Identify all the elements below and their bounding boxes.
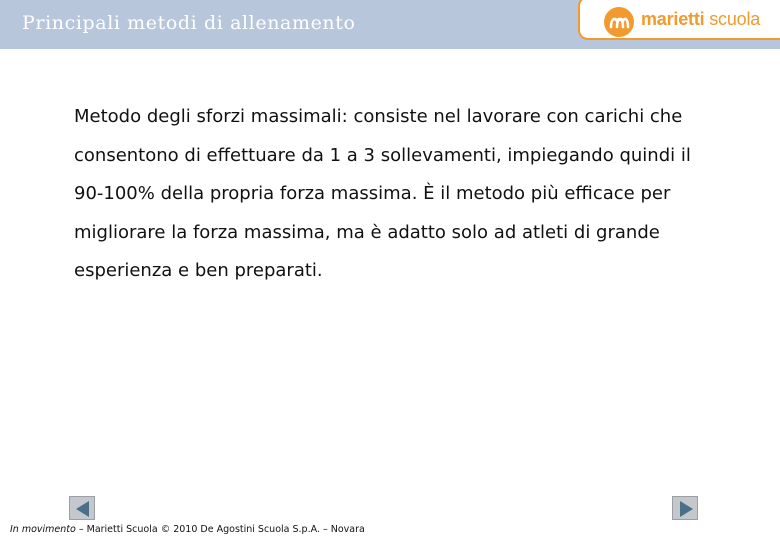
- previous-slide-button[interactable]: [69, 496, 95, 520]
- arrow-left-icon: [70, 497, 96, 521]
- footer-credits-text: – Marietti Scuola © 2010 De Agostini Scuola S.p.A. – Novara: [75, 524, 365, 535]
- footer-credits: [10, 524, 365, 535]
- header-divider: [0, 49, 780, 51]
- logo-brand-bold: marietti: [641, 9, 705, 29]
- body-paragraph: [74, 98, 714, 291]
- next-slide-button[interactable]: [672, 496, 698, 520]
- footer-book-title: In movimento: [10, 524, 76, 535]
- arrow-right-icon: [673, 497, 699, 521]
- publisher-logo: [578, 0, 780, 40]
- marietti-logo-icon: [604, 7, 634, 37]
- logo-brand-light: scuola: [709, 9, 761, 29]
- method-description: : consiste nel lavorare con carichi che consentono di effettuare da 1 a 3 sollevamenti, impiegando quindi il 90-100% della propria forza massima. È il metodo più efficace per migliorare la forza massima, ma è adatto solo ad atleti di grande esperienza e ben preparati.: [74, 106, 691, 281]
- method-term: Metodo degli sforzi massimali: [74, 106, 342, 127]
- page-title: Principali metodi di allenamento: [22, 12, 356, 34]
- logo-wordmark: [641, 9, 760, 30]
